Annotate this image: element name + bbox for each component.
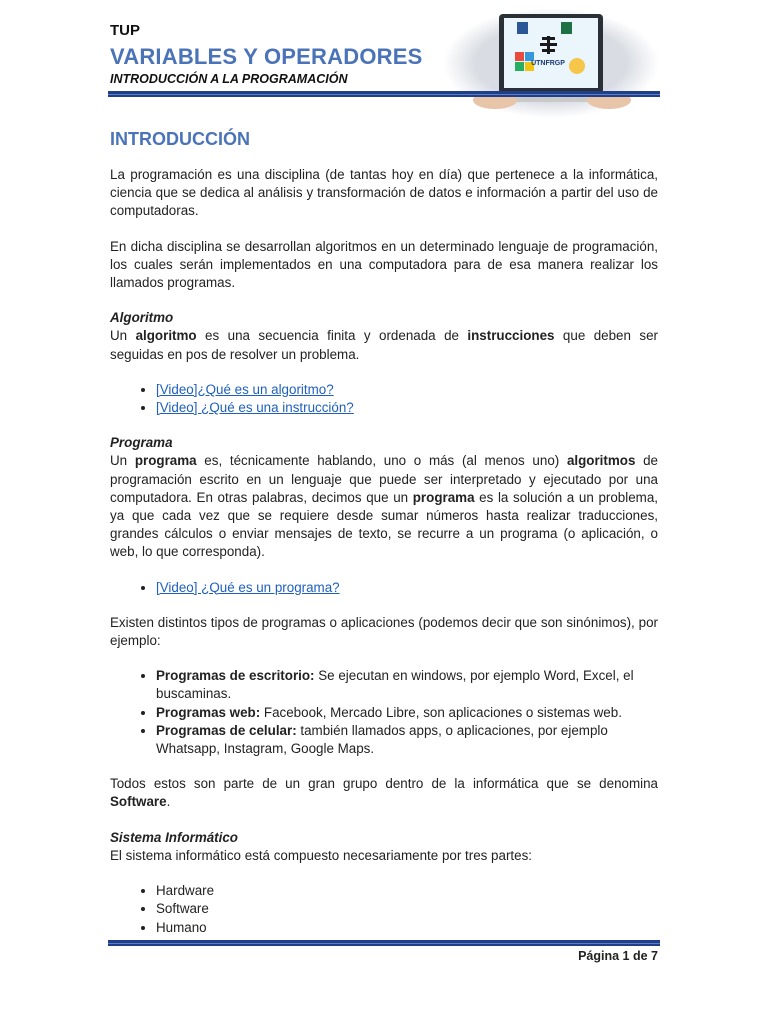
programa-definition: Un programa es, técnicamente hablando, uno o más (al menos uno) algoritmos de programación escrito en un lenguaje que puede ser interpretado y ejecutado por una computadora. En otras palabras, decimos que un programa es la solución a un problema, ya que cada vez que se requiere desde sumar números hasta realizar traducciones, grandes cálculos o enviar mensajes de texto, se recurre a un programa (o aplicación, o web, lo que corresponda). <box>110 453 658 560</box>
sistema-intro: El sistema informático está compuesto necesariamente por tres partes: <box>110 847 532 863</box>
list-item: • Humano <box>156 919 658 937</box>
header-image-label: UTNFRGP <box>531 60 565 67</box>
list-item: • Programas de escritorio: Se ejecutan en windows, por ejemplo Word, Excel, el buscaminas. <box>156 667 658 703</box>
tipos-intro: Existen distintos tipos de programas o aplicaciones (podemos decir que son sinónimos), por ejemplo: <box>110 614 658 649</box>
sistema-list <box>110 882 658 937</box>
footer-rule <box>108 940 660 946</box>
list-item: • Hardware <box>156 882 658 900</box>
page-number: Página 1 de 7 <box>578 949 658 963</box>
video-link-programa[interactable]: [Video] ¿Qué es un programa? <box>156 579 340 595</box>
algoritmo-definition: Un algoritmo es una secuencia finita y ordenada de instrucciones que deben ser seguidas en pos de resolver un problema. <box>110 328 659 362</box>
software-paragraph: Todos estos son parte de un gran grupo dentro de la informática que se denomina Software. <box>110 776 658 810</box>
header-rule <box>108 91 660 97</box>
list-item: • Software <box>156 900 658 918</box>
algoritmo-links-list <box>110 381 658 417</box>
document-title: VARIABLES Y OPERADORES <box>110 44 423 69</box>
list-item: • Programas de celular: también llamados apps, o aplicaciones, por ejemplo Whatsapp, Instagram, Google Maps. <box>156 722 658 758</box>
paragraph-1: La programación es una disciplina (de tantas hoy en día) que pertenece a la informática, ciencia que se dedica al análisis y transformación de datos e información a partir del uso de computadoras. <box>110 167 658 219</box>
list-item <box>156 399 658 417</box>
sistema-heading: Sistema Informático <box>110 829 238 845</box>
tipos-list <box>110 667 658 758</box>
video-link-algoritmo[interactable]: [Video]¿Qué es un algoritmo? <box>156 381 334 397</box>
list-item: • Programas web: Facebook, Mercado Libre, son aplicaciones o sistemas web. <box>156 704 658 722</box>
section-title: INTRODUCCIÓN <box>110 129 250 149</box>
list-item <box>156 579 658 597</box>
header-tup: TUP <box>110 22 140 39</box>
paragraph-2: En dicha disciplina se desarrollan algoritmos en un determinado lenguaje de programación, los cuales serán implementados en una computadora para de esa manera realizar los llamados programas. <box>110 238 658 291</box>
main-content <box>110 130 658 954</box>
programa-heading: Programa <box>110 435 173 451</box>
algoritmo-heading: Algoritmo <box>110 310 174 326</box>
video-link-instruccion[interactable]: [Video] ¿Qué es una instrucción? <box>156 400 354 416</box>
list-item <box>156 381 658 399</box>
programa-links-list <box>110 579 658 597</box>
header-laptop-illustration <box>443 8 659 118</box>
document-subtitle: INTRODUCCIÓN A LA PROGRAMACIÓN <box>110 72 348 86</box>
